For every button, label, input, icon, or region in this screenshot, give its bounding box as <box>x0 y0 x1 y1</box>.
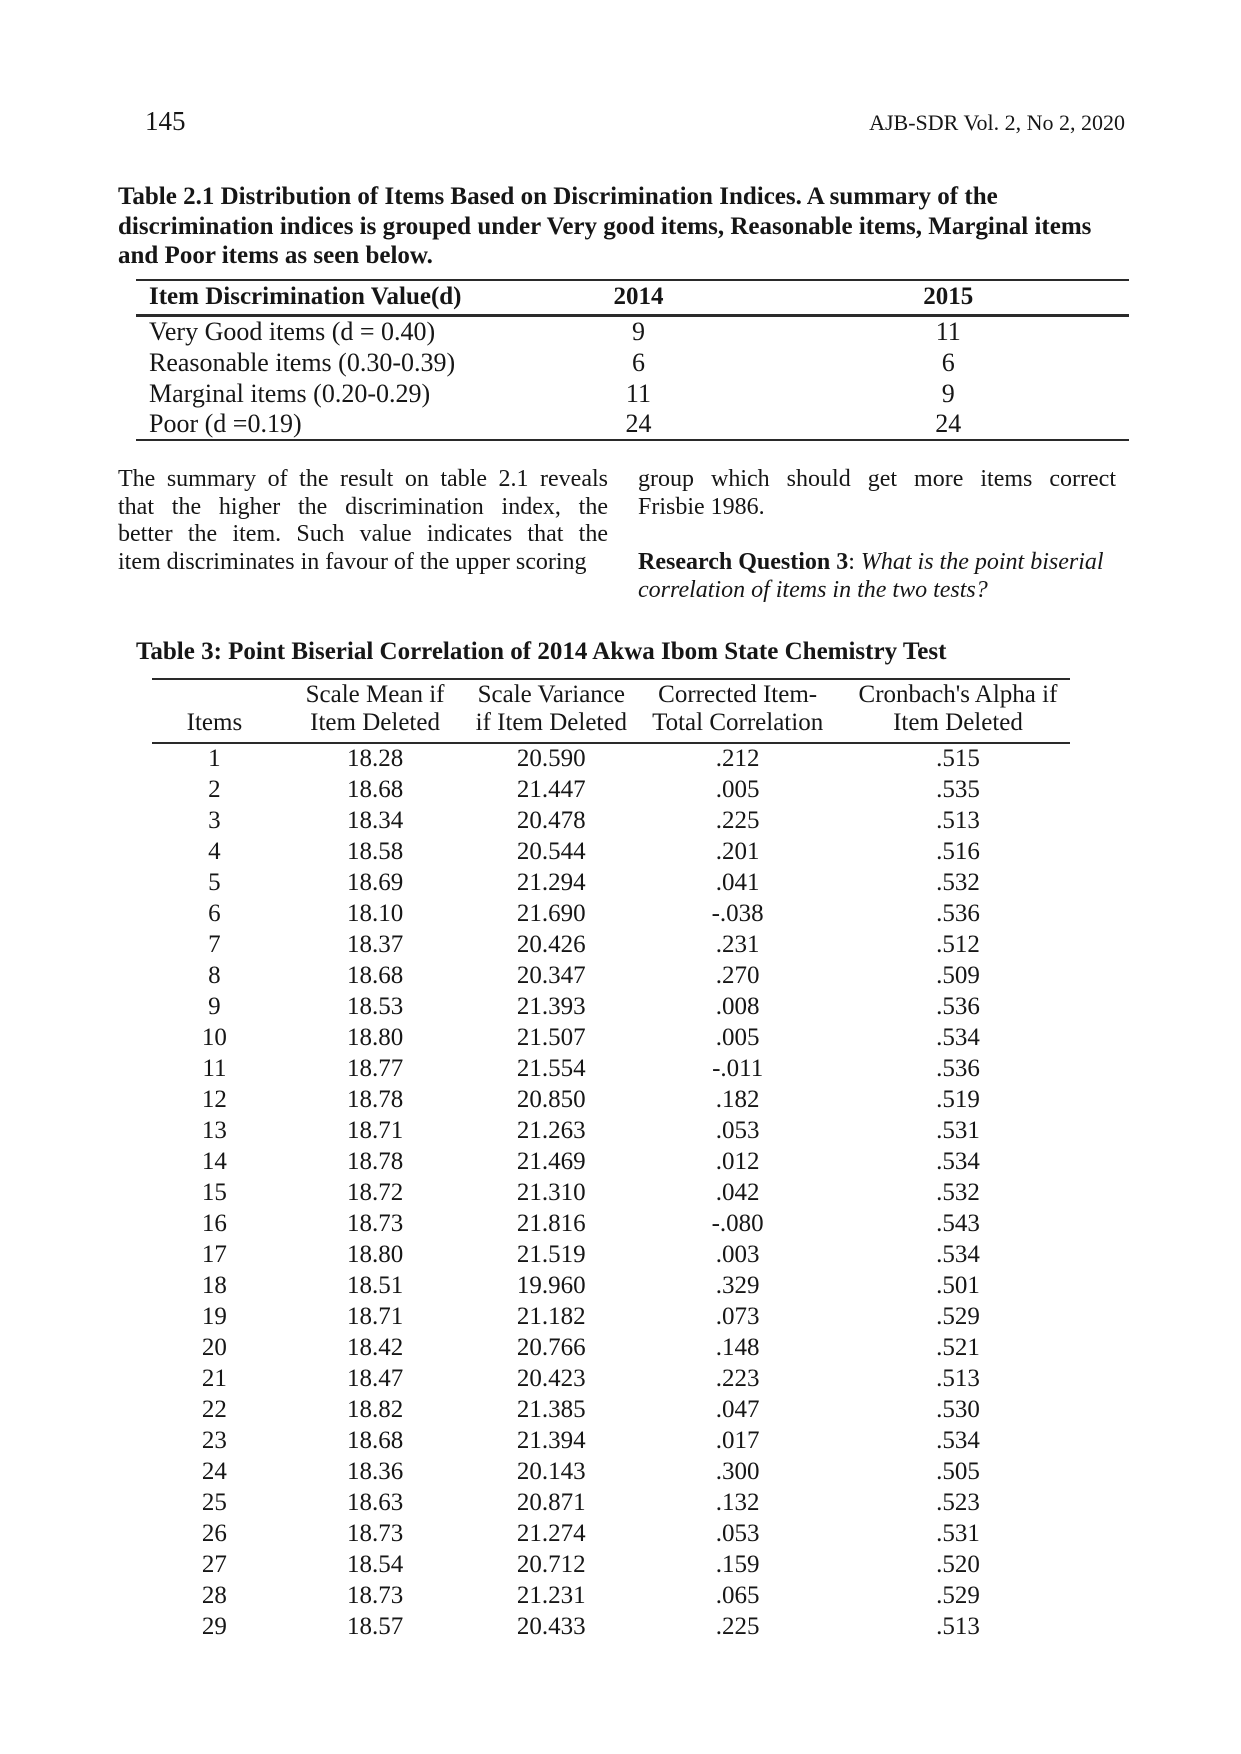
research-question-line <box>638 549 1116 577</box>
header-line: Item Deleted <box>310 709 440 736</box>
table3-cell-scale-mean: 18.82 <box>346 1395 404 1423</box>
table3-cell-cronbachs-alpha: .534 <box>936 1426 980 1454</box>
table3-row <box>152 1208 1070 1239</box>
table3-cell-corrected-item-total: .042 <box>715 1178 760 1206</box>
table3-cell-corrected-item-total: .047 <box>715 1395 760 1423</box>
research-question-text: correlation of items in the two tests? <box>638 576 988 603</box>
table3-cell-cronbachs-alpha: .530 <box>936 1395 980 1423</box>
table3-cell-cronbachs-alpha: .512 <box>936 930 980 958</box>
table3-row <box>152 1394 1070 1425</box>
table3-row <box>152 774 1070 805</box>
table3-cell-item: 24 <box>201 1457 227 1485</box>
table3-cell-scale-mean: 18.78 <box>346 1085 404 1113</box>
table3-cell-scale-variance: 21.263 <box>516 1116 586 1144</box>
table3-cell-scale-variance: 21.554 <box>516 1054 586 1082</box>
table21-caption-line: and Poor items as seen below. <box>118 242 433 269</box>
table3-cell-cronbachs-alpha: .505 <box>936 1457 980 1485</box>
table3-cell-scale-variance: 20.544 <box>516 837 586 865</box>
table3-cell-cronbachs-alpha: .529 <box>936 1581 980 1609</box>
table3-cell-scale-variance: 21.182 <box>516 1302 586 1330</box>
table3-cell-cronbachs-alpha: .519 <box>936 1085 980 1113</box>
table3-cell-scale-mean: 18.37 <box>346 930 404 958</box>
header-line: Corrected Item- <box>658 681 818 708</box>
table21-header-row <box>136 280 1129 316</box>
table3-cell-scale-mean: 18.63 <box>346 1488 404 1516</box>
table3-cell-cronbachs-alpha: .531 <box>936 1519 980 1547</box>
table3-cell-scale-variance: 20.871 <box>516 1488 586 1516</box>
table3-row <box>152 1456 1070 1487</box>
table3-cell-scale-mean: 18.80 <box>346 1240 404 1268</box>
table3-row <box>152 1115 1070 1146</box>
table3-cell-cronbachs-alpha: .536 <box>936 899 980 927</box>
body-text-columns <box>118 466 1241 604</box>
table3-header-cronbachs-alpha <box>846 679 1070 743</box>
table3-cell-item: 8 <box>208 961 221 989</box>
table3-cell-scale-mean: 18.73 <box>346 1519 404 1547</box>
page-number: 145 <box>145 106 186 136</box>
table3-cell-item: 19 <box>201 1302 227 1330</box>
table3-cell-item: 3 <box>208 806 221 834</box>
discrimination-indices-table <box>136 279 1129 442</box>
table3-cell-corrected-item-total: .231 <box>715 930 760 958</box>
table3-cell-corrected-item-total: .225 <box>715 806 760 834</box>
table3-cell-cronbachs-alpha: .532 <box>936 868 980 896</box>
table3-row <box>152 743 1070 774</box>
header-line: Scale Variance <box>477 681 625 708</box>
table3-row <box>152 805 1070 836</box>
table3-cell-scale-mean: 18.77 <box>346 1054 404 1082</box>
table3-cell-cronbachs-alpha: .523 <box>936 1488 980 1516</box>
table3-cell-scale-variance: 20.590 <box>516 745 586 772</box>
table3-cell-item: 28 <box>201 1581 227 1609</box>
table3-row <box>152 929 1070 960</box>
table21-caption-line: Table 2.1 Distribution of Items Based on Discrimination Indices. A summary of the <box>118 183 998 210</box>
body-text-line: The summary of the result on table 2.1 reveals <box>118 466 608 492</box>
table3-cell-scale-mean: 18.68 <box>346 775 404 803</box>
table3-cell-cronbachs-alpha: .513 <box>936 1612 980 1640</box>
table3-cell-corrected-item-total: .041 <box>715 868 760 896</box>
table3-cell-scale-mean: 18.80 <box>346 1023 404 1051</box>
table3-row <box>152 1611 1070 1642</box>
table3-cell-cronbachs-alpha: .529 <box>936 1302 980 1330</box>
table3-cell-cronbachs-alpha: .531 <box>936 1116 980 1144</box>
table3-cell-item: 6 <box>208 899 221 927</box>
header-line: Cronbach's Alpha if <box>858 681 1058 708</box>
table3-cell-scale-variance: 20.426 <box>516 930 586 958</box>
table3-cell-corrected-item-total: .065 <box>715 1581 760 1609</box>
header-line: if Item Deleted <box>475 709 627 736</box>
table3-cell-item: 15 <box>201 1178 227 1206</box>
table3-cell-scale-variance: 21.393 <box>516 992 586 1020</box>
research-question-colon: : <box>848 549 861 575</box>
table3-cell-item: 1 <box>208 745 221 772</box>
table3-cell-cronbachs-alpha: .535 <box>936 775 980 803</box>
table21-cell-2015: 11 <box>935 317 961 346</box>
body-text-line: group which should get more items correct <box>638 466 1116 492</box>
body-text-line: better the item. Such value indicates that the <box>118 521 608 547</box>
table21-cell-2014: 9 <box>631 317 645 346</box>
table3-cell-scale-variance: 20.143 <box>516 1457 586 1485</box>
table3-cell-scale-mean: 18.57 <box>346 1612 404 1640</box>
table3-row <box>152 1518 1070 1549</box>
header-line: Item Deleted <box>893 709 1023 736</box>
table3-cell-cronbachs-alpha: .513 <box>936 1364 980 1392</box>
table3-cell-scale-mean: 18.68 <box>346 1426 404 1454</box>
table3-header-items <box>152 679 277 743</box>
table3-row <box>152 1425 1070 1456</box>
table3-header-scale-variance <box>473 679 629 743</box>
research-question-text: What is the point biserial <box>860 549 1104 575</box>
table3-row <box>152 1239 1070 1270</box>
research-question-3 <box>638 549 1116 604</box>
table21-header-item-discrimination: Item Discrimination Value(d) <box>136 280 509 316</box>
table3-cell-scale-mean: 18.71 <box>346 1116 404 1144</box>
table3-cell-item: 16 <box>201 1209 227 1237</box>
table3-cell-item: 13 <box>201 1116 227 1144</box>
table3-row <box>152 1084 1070 1115</box>
table21-header-2015: 2015 <box>768 280 1129 316</box>
table3-row <box>152 1053 1070 1084</box>
table3-cell-item: 22 <box>201 1395 227 1423</box>
table3-cell-item: 21 <box>201 1364 227 1392</box>
table3-cell-scale-mean: 18.36 <box>346 1457 404 1485</box>
table3-cell-corrected-item-total: .003 <box>715 1240 760 1268</box>
table3-cell-scale-variance: 20.347 <box>516 961 586 989</box>
table3-cell-scale-variance: 21.385 <box>516 1395 586 1423</box>
table3-cell-corrected-item-total: .300 <box>715 1457 760 1485</box>
table3-cell-corrected-item-total: .159 <box>715 1550 760 1578</box>
table3-cell-scale-variance: 20.433 <box>516 1612 586 1640</box>
table3-cell-item: 9 <box>208 992 221 1020</box>
table3-cell-scale-mean: 18.34 <box>346 806 404 834</box>
journal-reference: AJB-SDR Vol. 2, No 2, 2020 <box>869 110 1125 135</box>
table3-row <box>152 1022 1070 1053</box>
table3-cell-item: 14 <box>201 1147 227 1175</box>
table3-cell-scale-mean: 18.28 <box>346 745 404 772</box>
table3-row <box>152 1177 1070 1208</box>
table21-cell-label: Marginal items (0.20-0.29) <box>149 378 431 408</box>
table3-cell-scale-variance: 21.394 <box>516 1426 586 1454</box>
table3-cell-scale-mean: 18.73 <box>346 1581 404 1609</box>
table3-cell-scale-mean: 18.58 <box>346 837 404 865</box>
table3-cell-cronbachs-alpha: .534 <box>936 1240 980 1268</box>
table21-row <box>136 347 1129 378</box>
table21-cell-2015: 24 <box>935 409 962 438</box>
table3-cell-scale-variance: 21.507 <box>516 1023 586 1051</box>
table3-cell-corrected-item-total: .017 <box>715 1426 760 1454</box>
table3-cell-item: 12 <box>201 1085 227 1113</box>
table21-cell-2014: 6 <box>631 347 645 377</box>
body-text-line: item discriminates in favour of the upper scoring <box>118 548 587 575</box>
point-biserial-correlation-table <box>152 678 1070 1642</box>
table3-cell-scale-variance: 21.519 <box>516 1240 586 1268</box>
table21-cell-2015: 9 <box>941 378 955 408</box>
table3-cell-scale-variance: 21.231 <box>516 1581 586 1609</box>
table3-row <box>152 836 1070 867</box>
table3-row <box>152 1146 1070 1177</box>
research-question-label: Research Question 3 <box>638 549 849 575</box>
table3-cell-item: 25 <box>201 1488 227 1516</box>
table3-cell-cronbachs-alpha: .534 <box>936 1147 980 1175</box>
table3-row <box>152 1580 1070 1611</box>
table3-cell-item: 20 <box>201 1333 227 1361</box>
table3-row <box>152 1549 1070 1580</box>
table3-cell-scale-variance: 20.712 <box>516 1550 586 1578</box>
table3-cell-cronbachs-alpha: .521 <box>936 1333 980 1361</box>
body-text-line: Frisbie 1986. <box>638 493 765 520</box>
table3-cell-item: 26 <box>201 1519 227 1547</box>
table21-row <box>136 316 1129 348</box>
body-right-column <box>638 466 1116 604</box>
table3-cell-cronbachs-alpha: .536 <box>936 1054 980 1082</box>
table3-cell-scale-variance: 20.423 <box>516 1364 586 1392</box>
table3-cell-scale-mean: 18.42 <box>346 1333 404 1361</box>
table3-row <box>152 991 1070 1022</box>
table3-cell-scale-variance: 20.850 <box>516 1085 586 1113</box>
table3-cell-corrected-item-total: .212 <box>715 745 760 772</box>
table3-cell-scale-mean: 18.10 <box>346 899 404 927</box>
table3-cell-scale-mean: 18.53 <box>346 992 404 1020</box>
table3-row <box>152 1270 1070 1301</box>
table3-cell-scale-mean: 18.69 <box>346 868 404 896</box>
table3-cell-scale-variance: 20.766 <box>516 1333 586 1361</box>
table3-cell-cronbachs-alpha: .520 <box>936 1550 980 1578</box>
table3-cell-corrected-item-total: .329 <box>715 1271 760 1299</box>
table21-cell-2015: 6 <box>941 347 955 377</box>
table3-cell-cronbachs-alpha: .532 <box>936 1178 980 1206</box>
table3-cell-corrected-item-total: .008 <box>715 992 760 1020</box>
table3-cell-cronbachs-alpha: .536 <box>936 992 980 1020</box>
table21-cell-label: Very Good items (d = 0.40) <box>149 317 436 346</box>
table21-cell-label: Poor (d =0.19) <box>149 409 302 438</box>
table3-cell-scale-mean: 18.78 <box>346 1147 404 1175</box>
table3-cell-corrected-item-total: .225 <box>715 1612 760 1640</box>
table3-cell-item: 4 <box>208 837 221 865</box>
table3-cell-corrected-item-total: -.080 <box>711 1209 764 1237</box>
table3-cell-cronbachs-alpha: .501 <box>936 1271 980 1299</box>
table3-cell-item: 2 <box>208 775 221 803</box>
table3-cell-scale-mean: 18.71 <box>346 1302 404 1330</box>
table21-header-2014: 2014 <box>509 280 767 316</box>
table3-header-scale-mean <box>277 679 473 743</box>
table3-cell-corrected-item-total: .005 <box>715 775 760 803</box>
table3-cell-cronbachs-alpha: .509 <box>936 961 980 989</box>
table3-row <box>152 960 1070 991</box>
table3-row <box>152 898 1070 929</box>
table3-cell-item: 23 <box>201 1426 227 1454</box>
table3-row <box>152 1363 1070 1394</box>
table3-cell-corrected-item-total: -.011 <box>712 1054 764 1082</box>
table3-cell-scale-mean: 18.54 <box>346 1550 404 1578</box>
table21-caption-line: discrimination indices is grouped under Very good items, Reasonable items, Marginal items <box>118 212 1092 240</box>
table3-cell-scale-mean: 18.68 <box>346 961 404 989</box>
table3-cell-scale-mean: 18.73 <box>346 1209 404 1237</box>
table3-cell-corrected-item-total: .053 <box>715 1519 760 1547</box>
table3-cell-corrected-item-total: .053 <box>715 1116 760 1144</box>
table3-cell-cronbachs-alpha: .543 <box>936 1209 980 1237</box>
table3-cell-scale-variance: 20.478 <box>516 806 586 834</box>
table3-cell-cronbachs-alpha: .534 <box>936 1023 980 1051</box>
table3-cell-corrected-item-total: .182 <box>715 1085 760 1113</box>
table3-cell-item: 11 <box>202 1054 227 1082</box>
page-header <box>0 0 1241 137</box>
table3-cell-corrected-item-total: .073 <box>715 1302 760 1330</box>
table3-cell-corrected-item-total: .132 <box>715 1488 760 1516</box>
table3-cell-item: 29 <box>201 1612 227 1640</box>
table3-cell-item: 18 <box>201 1271 227 1299</box>
table3-row <box>152 1487 1070 1518</box>
table3-cell-item: 7 <box>208 930 221 958</box>
table3-cell-scale-variance: 21.816 <box>516 1209 586 1237</box>
table3-cell-item: 5 <box>208 868 221 896</box>
table3-header-row <box>152 679 1070 743</box>
body-left-column <box>118 466 608 604</box>
table21-caption <box>118 182 1141 271</box>
table3-cell-scale-variance: 21.447 <box>516 775 586 803</box>
table21-row <box>136 378 1129 409</box>
table3-row <box>152 1332 1070 1363</box>
table3-cell-corrected-item-total: .012 <box>715 1147 760 1175</box>
table3-cell-scale-variance: 21.310 <box>516 1178 586 1206</box>
table3-caption: Table 3: Point Biserial Correlation of 2014 Akwa Ibom State Chemistry Test <box>136 638 947 665</box>
body-text-line: that the higher the discrimination index, the <box>118 493 608 520</box>
table21-cell-label: Reasonable items (0.30-0.39) <box>149 347 456 377</box>
table3-cell-cronbachs-alpha: .515 <box>936 745 980 772</box>
table3-cell-scale-variance: 19.960 <box>516 1271 586 1299</box>
table3-cell-scale-variance: 21.294 <box>516 868 586 896</box>
table21-cell-2014: 24 <box>625 409 652 438</box>
table3-cell-cronbachs-alpha: .513 <box>936 806 980 834</box>
table3-cell-scale-mean: 18.51 <box>346 1271 404 1299</box>
table3-row <box>152 867 1070 898</box>
table3-header-corrected-item-total <box>629 679 846 743</box>
table3-cell-corrected-item-total: -.038 <box>711 899 764 927</box>
table3-cell-corrected-item-total: .148 <box>715 1333 760 1361</box>
table3-cell-corrected-item-total: .270 <box>715 961 760 989</box>
table3-cell-corrected-item-total: .223 <box>715 1364 760 1392</box>
table3-cell-scale-variance: 21.469 <box>516 1147 586 1175</box>
table3-cell-scale-mean: 18.47 <box>346 1364 404 1392</box>
table3-cell-corrected-item-total: .005 <box>715 1023 760 1051</box>
table3-cell-item: 17 <box>201 1240 227 1268</box>
table3-cell-scale-variance: 21.690 <box>516 899 586 927</box>
table3-row <box>152 1301 1070 1332</box>
table3-cell-scale-variance: 21.274 <box>516 1519 586 1547</box>
header-line: Total Correlation <box>652 709 824 736</box>
header-line: Scale Mean if <box>305 681 445 708</box>
table3-cell-item: 27 <box>201 1550 227 1578</box>
table3-cell-scale-mean: 18.72 <box>346 1178 404 1206</box>
table3-cell-cronbachs-alpha: .516 <box>936 837 980 865</box>
table21-row <box>136 409 1129 440</box>
table3-cell-item: 10 <box>201 1023 227 1051</box>
table21-cell-2014: 11 <box>625 378 651 408</box>
header-line: Items <box>186 709 243 736</box>
table3-cell-corrected-item-total: .201 <box>715 837 760 865</box>
